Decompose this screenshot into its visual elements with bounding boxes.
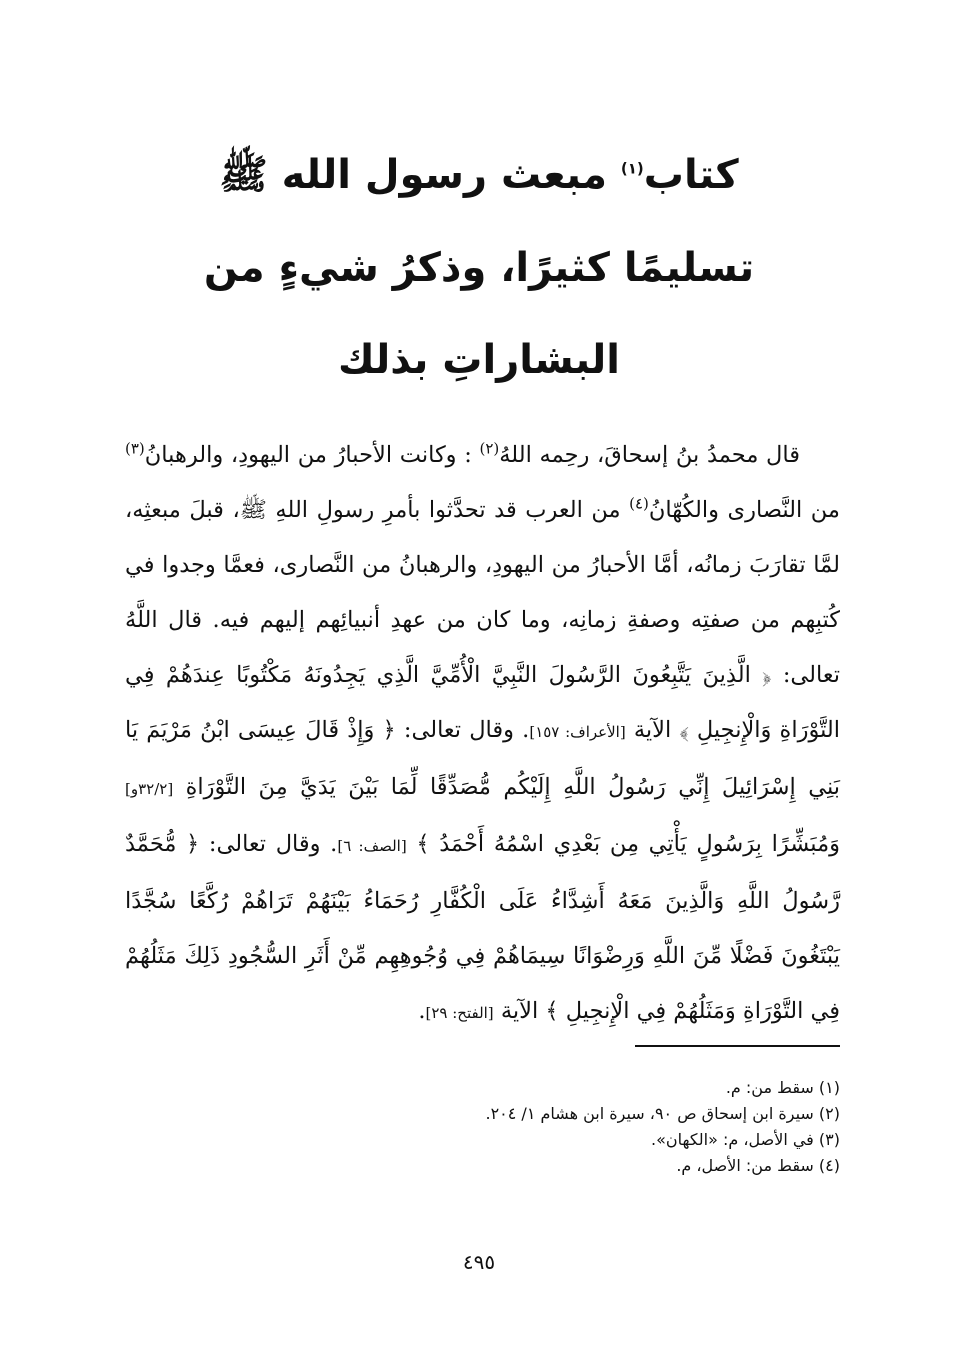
footnote-separator (635, 1045, 840, 1047)
text-segment: الآية (500, 998, 539, 1024)
main-text (125, 428, 840, 1041)
verse-reference: [الأعراف: ١٥٧] (529, 723, 626, 741)
footnote-ref-3: (٣) (125, 439, 145, 458)
chapter-title-line-1 (130, 145, 828, 205)
footnote-ref-2: (٢) (479, 439, 500, 458)
text-segment: من العرب قد تحدَّثوا بأمرِ رسولِ اللهِ ﷺ، قبلَ مبعثِه، لمَّا تقارَبَ زمانُه، أمَّا الأحبارُ من اليهودِ، والرهبانُ من النَّصارى، فعمَّا وجدوا في كُتبِهم من صفتِه وصفةِ زمانِه، وما كان من عهدِ أنبيائِهم إليهم فيه. قال اللَّهُ تعالى: (125, 497, 840, 688)
quran-verse: ﴿ مُّحَمَّدٌ رَّسُولُ اللَّهِ وَالَّذِينَ مَعَهُ أَشِدَّاءُ عَلَى الْكُفَّارِ رُحَمَاءُ بَيْنَهُمْ تَرَاهُمْ رُكَّعًا سُجَّدًا يَبْتَغُونَ فَضْلًا مِّنَ اللَّهِ وَرِضْوَانًا سِيمَاهُمْ فِي وُجُوهِهِم مِّنْ أَثَرِ السُّجُودِ ذَلِكَ مَثَلُهُمْ فِي التَّوْرَاةِ وَمَثَلُهُمْ فِي الْإِنجِيلِ ﴾ (125, 831, 840, 1024)
text-segment: الآية (633, 717, 672, 743)
footnotes-list (120, 1075, 840, 1179)
quran-verse: ﴿ وَإِذْ قَالَ عِيسَى ابْنُ مَرْيَمَ يَا بَنِي إِسْرَائِيلَ إِنِّي رَسُولُ اللَّهِ إِلَيْكُم مُّصَدِّقًا لِّمَا بَيْنَ يَدَيَّ مِنَ التَّوْرَاةِ (125, 717, 841, 800)
verse-reference: [الصف: ٦] (337, 837, 407, 855)
footnote-item: (٣) في الأصل، م: «الكهان». (651, 1130, 840, 1149)
text-segment: قال محمدُ بنُ إسحاقَ، رحِمه اللهُ (499, 442, 800, 468)
footnote-item: (١) سقط من: م. (725, 1078, 840, 1097)
manuscript-reference: [٣٢/٢و] (125, 780, 174, 798)
text-segment: . (418, 998, 426, 1024)
quran-verse: ﴿ الَّذِينَ يَتَّبِعُونَ الرَّسُولَ النَّبِيَّ الْأُمِّيَّ الَّذِي يَجِدُونَهُ مَكْتُوبًا عِندَهُمْ فِي التَّوْرَاةِ وَالْإِنجِيلِ ﴾ (125, 662, 840, 743)
footnote-item: (٤) سقط من: الأصل، م. (676, 1156, 840, 1175)
text-segment: . وقال تعالى: (403, 717, 530, 743)
footnote-ref-1: (١) (620, 159, 644, 178)
quran-verse: وَمُبَشِّرًا بِرَسُولٍ يَأْتِي مِن بَعْدِي اسْمُهُ أَحْمَدُ ﴾ (416, 831, 841, 857)
footnote-item: (٢) سيرة ابن إسحاق ص ٩٠، سيرة ابن هشام ١/ ٢٠٤. (485, 1104, 840, 1123)
footnote-ref-4: (٤) (629, 494, 649, 513)
verse-reference: [الفتح: ٢٩] (425, 1004, 494, 1022)
chapter-title-line-2: تسليمًا كثيرًا، وذكرُ شيءٍ من (203, 245, 755, 291)
text-segment: . وقال تعالى: (208, 831, 338, 857)
chapter-title-line-3: البشاراتِ بذلك (337, 337, 621, 383)
page-number: ٤٩٥ (462, 1250, 496, 1274)
text-segment: من النَّصارى والكُهّانُ (648, 497, 840, 523)
main-paragraph (125, 428, 840, 1041)
title-word-kitab: كتاب (643, 152, 739, 198)
title-phrase: مبعث رسول الله ﷺ (219, 152, 607, 198)
text-segment: : وكانت الأحبارُ من اليهودِ، والرهبانُ (144, 442, 472, 468)
